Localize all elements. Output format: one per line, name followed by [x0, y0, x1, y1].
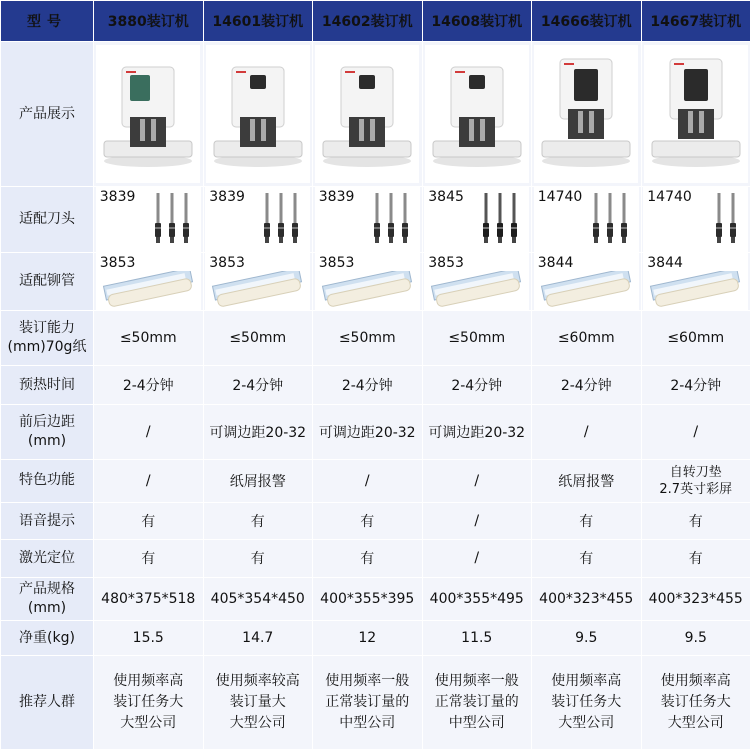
machine-photo: [534, 45, 638, 183]
features-row: [1, 459, 750, 502]
rivet-tube-icon: [540, 271, 634, 311]
size-value: 405*354*450: [203, 577, 313, 620]
rivet-code: 3853: [209, 255, 245, 271]
voice-value: 有: [532, 502, 642, 539]
size-value: 400*323*455: [641, 577, 750, 620]
machine-photo: [644, 45, 748, 183]
feature-value: /: [94, 459, 204, 502]
model-header: 14601装订机: [203, 1, 313, 42]
rivet-cell: [205, 253, 310, 310]
rivet-code: 3853: [99, 255, 136, 271]
drill-blade-icon: [370, 193, 412, 249]
row-label: 适配刀头: [1, 187, 94, 253]
feature-value: 自转刀垫 2.7英寸彩屏: [641, 459, 750, 502]
row-label: 预热时间: [1, 365, 94, 404]
blade-code: 3845: [428, 189, 464, 206]
model-header: 14602装订机: [313, 1, 423, 42]
rivet-tube-icon: [321, 271, 415, 311]
preheat-value: 2-4分钟: [641, 365, 750, 404]
laser-value: 有: [203, 540, 313, 577]
row-label-line: 装订能力: [19, 320, 75, 337]
margin-value: /: [532, 405, 642, 459]
weight-value: 15.5: [94, 620, 204, 655]
recommend-value: 使用频率高 装订任务大 大型公司: [660, 673, 731, 732]
laser-value: /: [422, 540, 532, 577]
model-header: 14666装订机: [532, 1, 642, 42]
capacity-value: ≤60mm: [532, 311, 642, 365]
row-label-line: (mm): [27, 432, 67, 449]
blade-code: 3839: [318, 189, 355, 206]
blade-code: 3839: [99, 189, 136, 206]
blade-cell: [205, 187, 310, 252]
blade-cell: [643, 187, 748, 252]
capacity-value: ≤50mm: [203, 311, 313, 365]
blade-cell: [534, 187, 639, 252]
drill-blade-icon: [589, 193, 631, 249]
row-label: [1, 405, 94, 459]
rivet-cell: [96, 253, 201, 310]
rivet-tube-icon: [102, 271, 196, 307]
margin-value: 可调边距20-32: [422, 405, 532, 459]
rivet-tube-icon: [649, 271, 743, 311]
binding-machine-icon: [425, 45, 529, 183]
header-row: [1, 1, 750, 42]
drill-blade-icon: [479, 193, 521, 245]
laser-value: 有: [532, 540, 642, 577]
laser-value: 有: [641, 540, 750, 577]
machine-photo: [315, 45, 419, 183]
preheat-row: [1, 365, 750, 404]
size-value: 400*355*395: [313, 577, 423, 620]
row-label: [1, 577, 94, 620]
rivet-tube-icon: [211, 271, 305, 307]
binding-machine-icon: [534, 45, 638, 183]
row-label: 净重(kg): [1, 620, 94, 655]
rivet-cell: [315, 253, 420, 310]
model-header: 3880装订机: [94, 1, 204, 42]
rivet-cell: [643, 253, 748, 310]
machine-photo: [206, 45, 310, 183]
weight-value: 9.5: [532, 620, 642, 655]
preheat-value: 2-4分钟: [94, 365, 204, 404]
recommend-value: 使用频率高 装订任务大 大型公司: [551, 673, 622, 732]
blade-cell: [424, 187, 529, 252]
size-value: 480*375*518: [94, 577, 204, 620]
recommend-value: 使用频率较高 装订量大 大型公司: [215, 673, 300, 732]
feature-value: /: [422, 459, 532, 502]
capacity-row: [1, 311, 750, 365]
weight-value: 11.5: [422, 620, 532, 655]
blade-code: 3839: [209, 189, 245, 206]
row-label-line: 产品规格: [19, 580, 75, 597]
margin-row: [1, 405, 750, 459]
capacity-value: ≤50mm: [94, 311, 204, 365]
model-header: 14667装订机: [641, 1, 750, 42]
capacity-value: ≤50mm: [422, 311, 532, 365]
voice-value: 有: [203, 502, 313, 539]
rivet-tube-icon: [321, 271, 415, 307]
margin-value: /: [641, 405, 750, 459]
capacity-value: ≤60mm: [641, 311, 750, 365]
rivet-code: 3844: [537, 255, 574, 271]
weight-value: 9.5: [641, 620, 750, 655]
preheat-value: 2-4分钟: [422, 365, 532, 404]
rivet-tube-icon: [102, 271, 196, 311]
blade-code: 14740: [647, 189, 692, 206]
row-label-line: (mm): [27, 599, 67, 616]
row-label: [1, 311, 94, 365]
row-label-line: 前后边距: [19, 413, 75, 430]
voice-value: 有: [641, 502, 750, 539]
margin-value: /: [94, 405, 204, 459]
recommend-value: 使用频率一般 正常装订量的 中型公司: [434, 673, 519, 732]
machine-photo: [96, 45, 200, 183]
size-value: 400*323*455: [532, 577, 642, 620]
blade-row: [1, 187, 750, 253]
binding-machine-icon: [96, 45, 200, 183]
weight-value: 12: [313, 620, 423, 655]
model-header: 14608装订机: [422, 1, 532, 42]
drill-blade-icon: [151, 193, 193, 249]
capacity-value: ≤50mm: [313, 311, 423, 365]
blade-cell: [96, 187, 201, 252]
preheat-value: 2-4分钟: [313, 365, 423, 404]
recommend-value: 使用频率高 装订任务大 大型公司: [113, 673, 184, 732]
drill-blade-icon: [260, 193, 302, 249]
row-label: 产品展示: [1, 42, 94, 187]
size-value: 400*355*495: [422, 577, 532, 620]
drill-blade-icon: [479, 193, 521, 249]
drill-blade-icon: [151, 193, 193, 245]
preheat-value: 2-4分钟: [532, 365, 642, 404]
rivet-row: [1, 253, 750, 311]
spec-row: [1, 577, 750, 620]
voice-row: [1, 502, 750, 539]
blade-cell: [315, 187, 420, 252]
rivet-cell: [424, 253, 529, 310]
weight-value: 14.7: [203, 620, 313, 655]
rivet-tube-icon: [211, 271, 305, 311]
recommend-row: [1, 656, 750, 750]
drill-blade-icon: [589, 193, 631, 245]
blade-code: 14740: [537, 189, 583, 206]
binding-machine-icon: [644, 45, 748, 183]
rivet-tube-icon: [649, 271, 743, 307]
rivet-cell: [534, 253, 639, 310]
binding-machine-icon: [315, 45, 419, 183]
laser-value: 有: [313, 540, 423, 577]
drill-blade-icon: [260, 193, 302, 245]
feature-value: 纸屑报警: [532, 459, 642, 502]
feature-value: /: [313, 459, 423, 502]
recommend-value: 使用频率一般 正常装订量的 中型公司: [325, 673, 410, 732]
voice-value: /: [422, 502, 532, 539]
photo-row: [1, 42, 750, 187]
row-label: 适配铆管: [1, 253, 94, 311]
laser-row: [1, 540, 750, 577]
rivet-code: 3853: [318, 255, 355, 271]
drill-blade-icon: [712, 193, 740, 245]
rivet-tube-icon: [430, 271, 524, 311]
row-label: 推荐人群: [1, 656, 94, 750]
voice-value: 有: [313, 502, 423, 539]
rivet-tube-icon: [540, 271, 634, 307]
machine-photo: [425, 45, 529, 183]
drill-blade-icon: [370, 193, 412, 245]
margin-value: 可调边距20-32: [313, 405, 423, 459]
rivet-code: 3853: [428, 255, 464, 271]
rivet-code: 3844: [647, 255, 683, 271]
rivet-tube-icon: [430, 271, 524, 307]
laser-value: 有: [94, 540, 204, 577]
weight-row: [1, 620, 750, 655]
voice-value: 有: [94, 502, 204, 539]
preheat-value: 2-4分钟: [203, 365, 313, 404]
binding-machine-icon: [206, 45, 310, 183]
corner-label: 型号: [1, 1, 94, 42]
margin-value: 可调边距20-32: [203, 405, 313, 459]
row-label: 激光定位: [1, 540, 94, 577]
drill-blade-icon: [712, 193, 740, 249]
row-label: 语音提示: [1, 502, 94, 539]
row-label-line: (mm)70g纸: [7, 339, 87, 356]
feature-value: 纸屑报警: [203, 459, 313, 502]
row-label: 特色功能: [1, 459, 94, 502]
